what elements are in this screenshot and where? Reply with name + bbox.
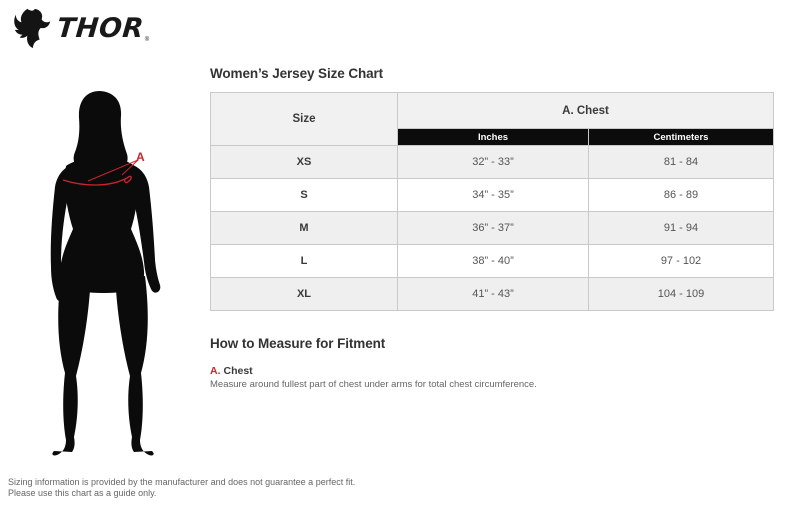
size-cell: S [211, 179, 398, 212]
header-centimeters-cell: Centimeters [589, 129, 774, 146]
woman-silhouette [51, 91, 161, 455]
centimeters-cell: 91 - 94 [589, 212, 774, 245]
measure-key-name: Chest [223, 365, 253, 377]
size-cell: XS [211, 146, 398, 179]
how-to-measure-section [210, 336, 776, 390]
centimeters-cell: 81 - 84 [589, 146, 774, 179]
measure-key-letter: A. [210, 365, 221, 377]
chart-title: Women’s Jersey Size Chart [210, 66, 384, 81]
brand-logo-text: THOR [55, 12, 146, 44]
registered-mark: ® [144, 37, 150, 43]
table-row-m [211, 212, 774, 245]
size-cell: L [211, 245, 398, 278]
table-header-row [211, 93, 774, 129]
inches-cell: 36” - 37” [398, 212, 589, 245]
centimeters-cell: 104 - 109 [589, 278, 774, 311]
size-cell: M [211, 212, 398, 245]
brand-logo [12, 7, 149, 49]
measure-description: Measure around fullest part of chest under arms for total chest circumference. [210, 379, 537, 390]
disclaimer [8, 477, 355, 499]
size-chart-table [210, 92, 774, 311]
table-row-xs [211, 146, 774, 179]
how-to-measure-title: How to Measure for Fitment [210, 336, 386, 351]
centimeters-cell: 86 - 89 [589, 179, 774, 212]
size-cell: XL [211, 278, 398, 311]
header-size-cell: Size [211, 93, 398, 146]
disclaimer-line-2: Please use this chart as a guide only. [8, 488, 157, 498]
centimeters-cell: 97 - 102 [589, 245, 774, 278]
inches-cell: 32” - 33” [398, 146, 589, 179]
measurement-figure [30, 88, 180, 468]
inches-cell: 34” - 35” [398, 179, 589, 212]
header-chest-cell: A. Chest [398, 93, 774, 129]
thor-helmet-icon [12, 7, 54, 49]
measure-item-chest [210, 365, 776, 377]
disclaimer-line-1: Sizing information is provided by the manufacturer and does not guarantee a perfect fit. [8, 477, 356, 487]
table-row-s [211, 179, 774, 212]
header-inches-cell: Inches [398, 129, 589, 146]
table-row-xl [211, 278, 774, 311]
table-row-l [211, 245, 774, 278]
chest-measure-label: A [136, 150, 145, 164]
inches-cell: 38” - 40” [398, 245, 589, 278]
inches-cell: 41” - 43” [398, 278, 589, 311]
